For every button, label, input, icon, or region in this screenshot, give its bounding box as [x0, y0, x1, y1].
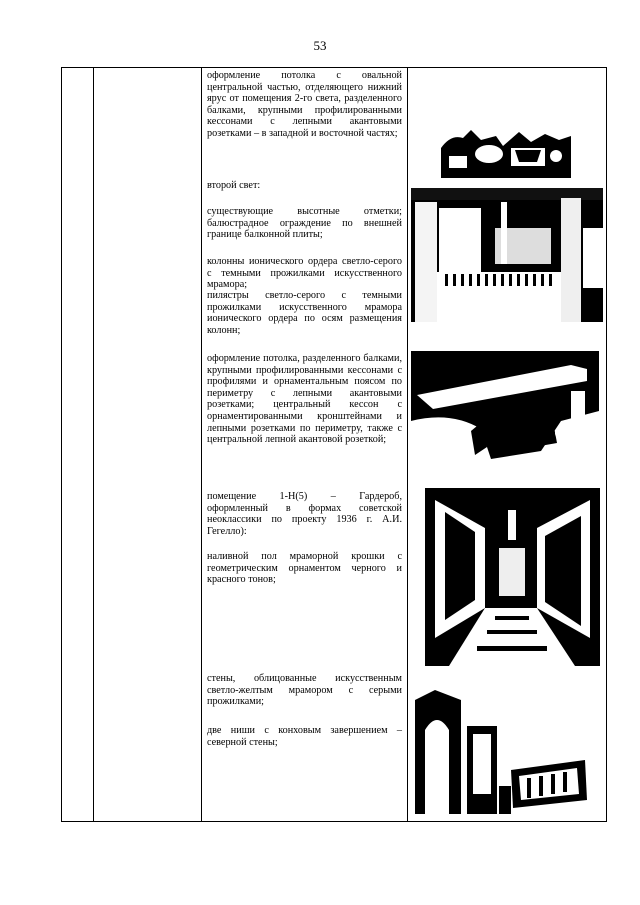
paragraph-niches: две ниши с конховым завершением – северной стены;	[207, 725, 402, 748]
photo-niche-bench	[415, 690, 605, 814]
photo-ceiling-detail	[441, 126, 571, 178]
paragraph-elevations: существующие высотные отметки; балюстрадное ограждение по внешней границе балконной плиты;	[207, 206, 402, 241]
column-divider	[93, 68, 94, 821]
column-divider	[407, 68, 408, 821]
photo-coffered-ceiling	[411, 351, 599, 475]
paragraph-ceiling-coffers: оформление потолка, разделенного балками, крупными профилированными кессонами с профилями и орнаментальным поясом по периметру с лепными акантовыми розетками; центральный кессон с орнаментированными кронштейнами и лепными розетками по периметру, также с центральной лепной акантовой розеткой;	[207, 353, 402, 446]
paragraph-cloakroom: помещение 1-Н(5) – Гардероб, оформленный в формах советской неоклассики по проекту 1936 г. А.И. Гегелло):	[207, 491, 402, 537]
paragraph-pilasters: пилястры светло-серого с темными прожилками искусственного мрамора ионического ордера по осям размещения колонн;	[207, 290, 402, 336]
paragraph-ionic-columns: колонны ионического ордера светло-серого с темными прожилками искусственного мрамора;	[207, 256, 402, 291]
paragraph-walls: стены, облицованные искусственным светло-желтым мрамором с серыми прожилками;	[207, 673, 402, 708]
paragraph-ceiling-oval: оформление потолка с овальной центральной частью, отделяющего нижний ярус от помещения 2-го света, разделенного балками, крупными профилированными кессонами с лепными акантовыми розетками – в западной и восточной частях;	[207, 70, 402, 139]
paragraph-floor: наливной пол мраморной крошки с геометрическим орнаментом черного и красного тонов;	[207, 551, 402, 586]
photo-cloakroom-corridor	[425, 488, 600, 666]
page-number: 53	[313, 38, 327, 53]
column-divider	[201, 68, 202, 821]
photo-balustrade-hall	[411, 188, 603, 322]
heritage-table	[61, 67, 607, 822]
paragraph-second-light: второй свет:	[207, 180, 261, 191]
